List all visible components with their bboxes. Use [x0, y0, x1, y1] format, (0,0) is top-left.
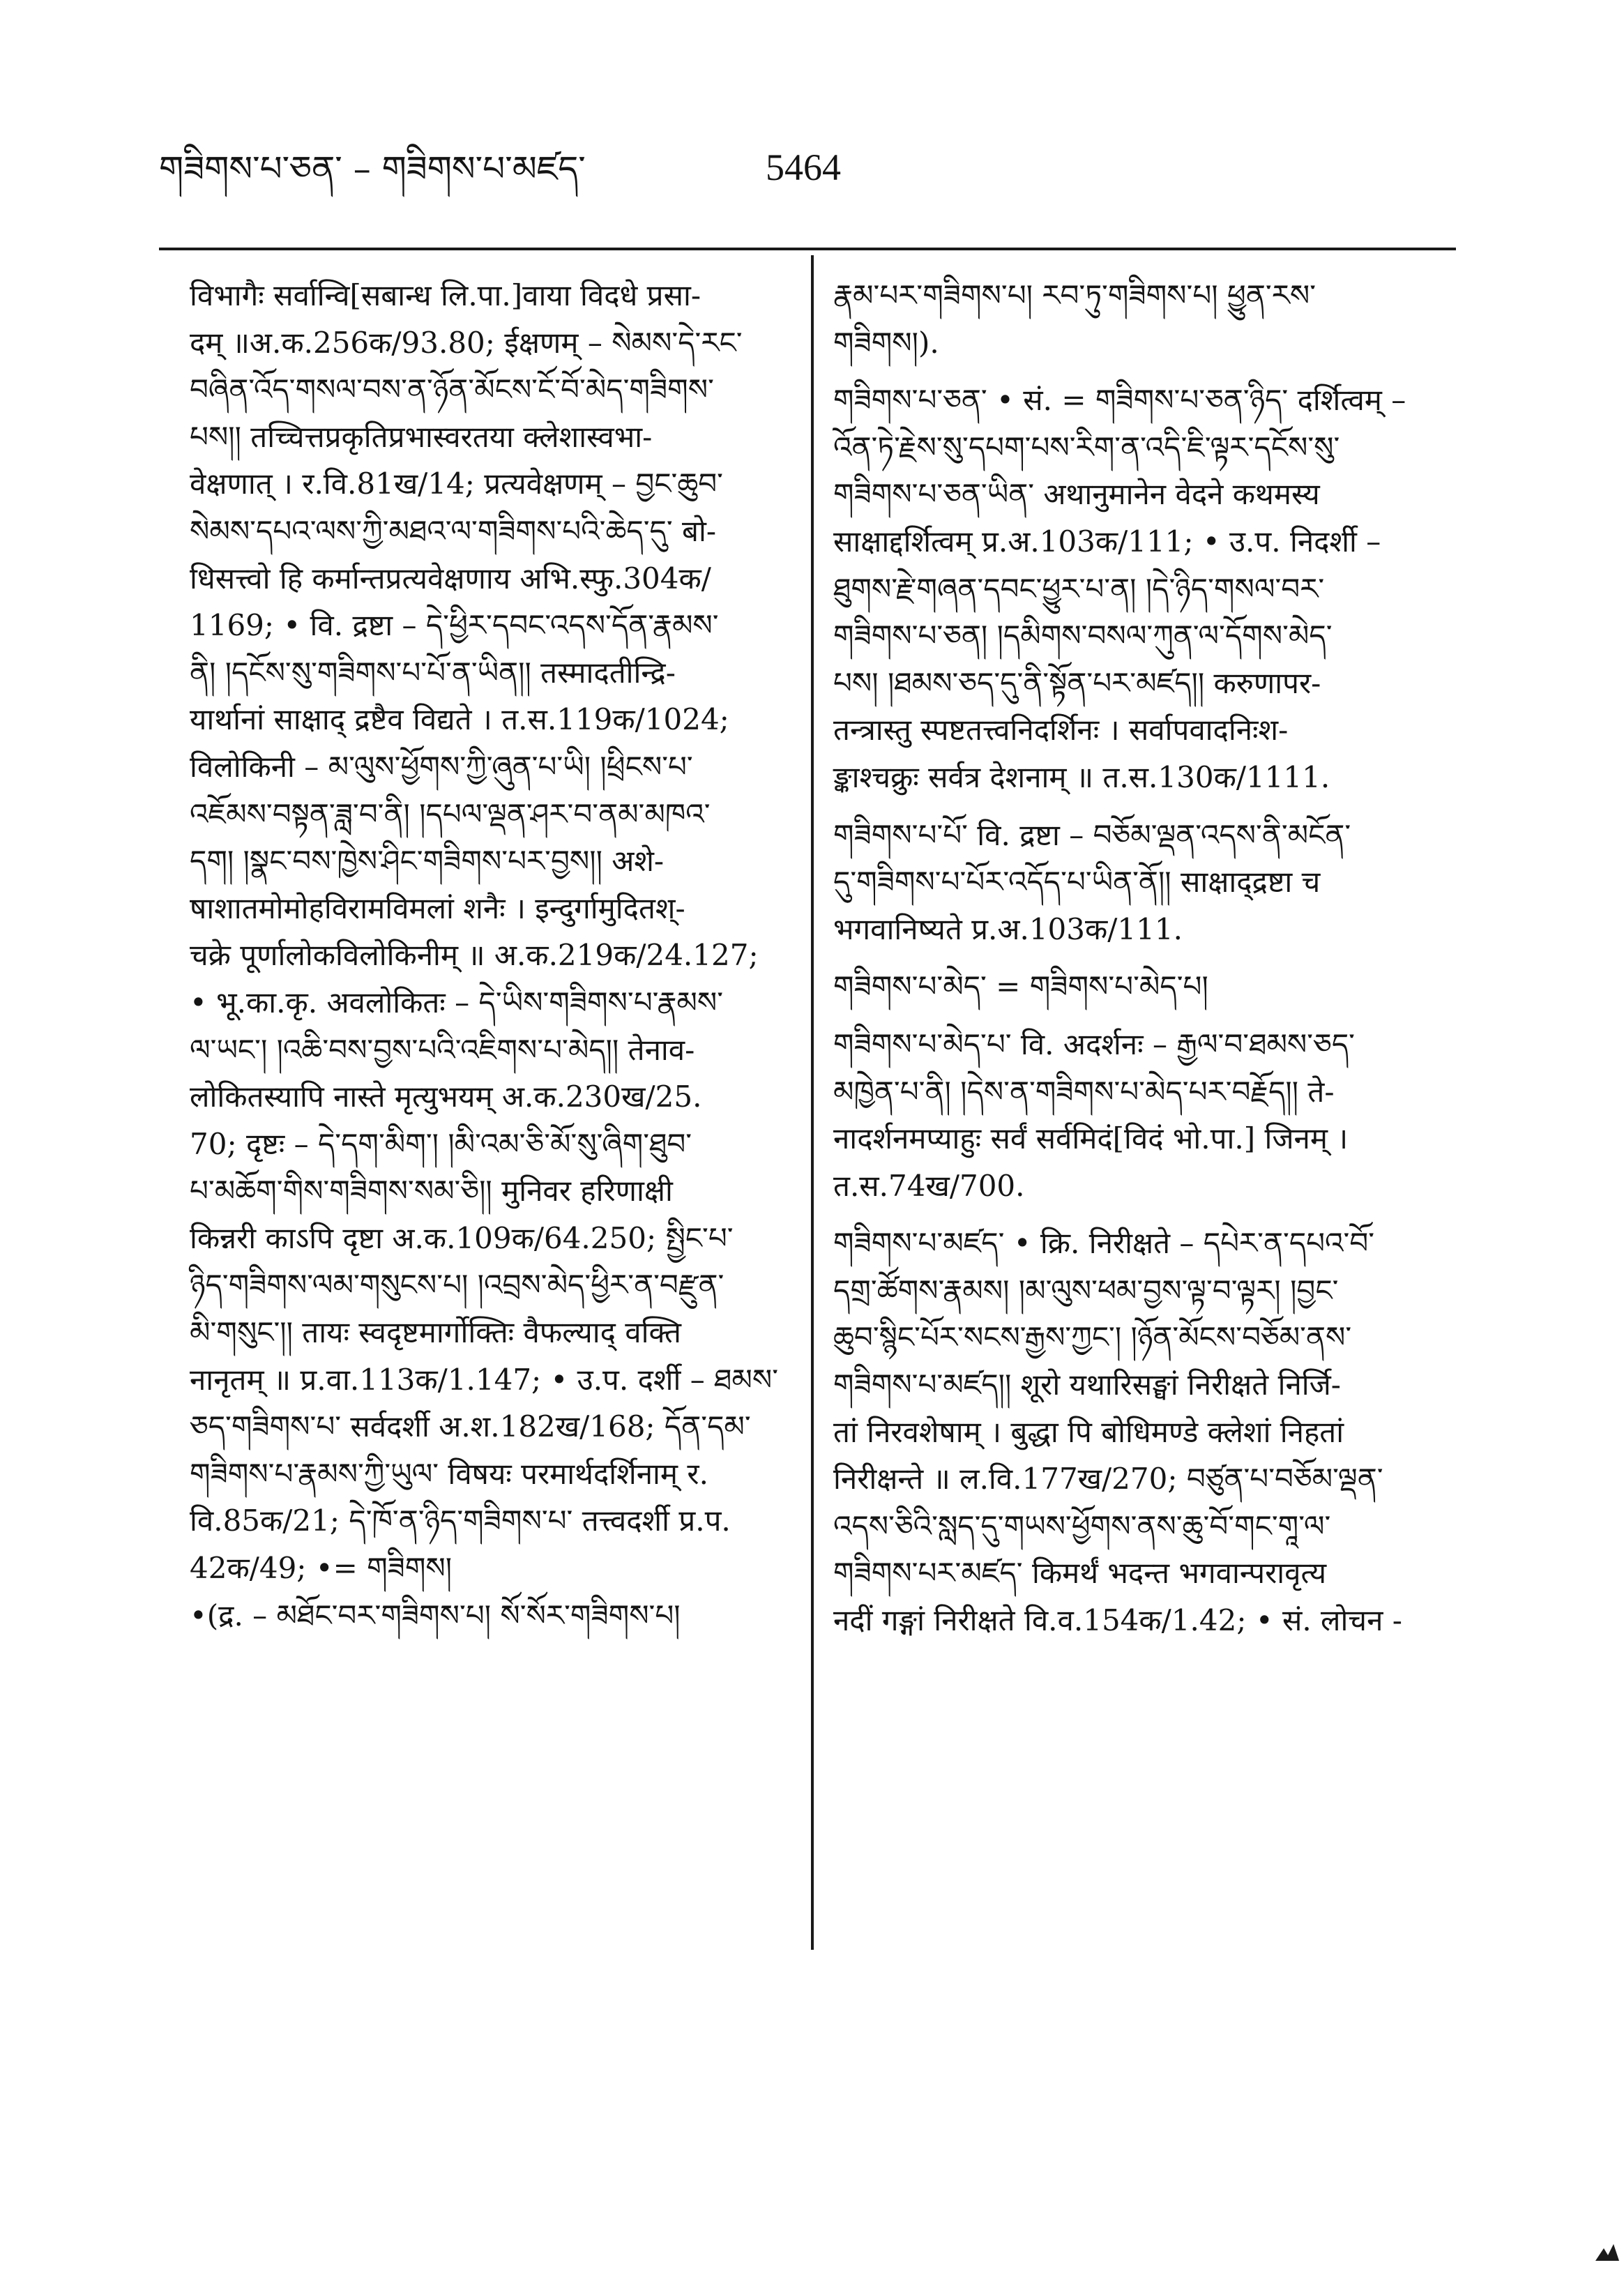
text-line: •(द्र. – མཐོང་བར་གཟིགས་པ། སོ་སོར་གཟིགས་པ།: [190, 1598, 681, 1632]
headword-line: གཟིགས་པ་མེད་ = གཟིགས་པ་མེད་པ།: [833, 969, 1208, 1004]
text-line: चक्रे पूर्णालोकविलोकिनीम् ॥ अ.क.219क/24.127;: [190, 938, 759, 973]
text-line: དགྲ་ཚོགས་རྣམས། །མ་ལུས་ཕམ་བྱས་ལྟ་བ་ལྟར། །བྱང་: [833, 1273, 1339, 1308]
headword-line: གཟིགས་པ་མེད་པ་ वि. अदर्शनः – རྒྱལ་བ་ཐམས་ཅད་: [833, 1026, 1355, 1061]
text-line: साक्षाद्दर्शित्वम् प्र.अ.103क/111; • उ.प. निदर्शी –: [833, 524, 1381, 559]
running-head: གཟིགས་པ་ཅན་ – གཟིགས་པ་མཛད་: [159, 149, 586, 189]
text-line: གཟིགས་པ་ཅན། །དམིགས་བསལ་ཀུན་ལ་དོགས་མེད་: [833, 619, 1333, 653]
text-line: तन्त्रास्तु स्पष्टतत्त्वनिदर्शिनः । सर्वापवादनिःश-: [833, 713, 1289, 748]
text-line: धिसत्त्वो हि कर्मान्तप्रत्यवेक्षणाय अभि.स्फु.304क/: [190, 561, 711, 596]
text-line: लोकितस्यापि नास्ते मृत्युभयम् अ.क.230ख/25.: [190, 1079, 702, 1114]
text-line: འཇོམས་བསྟན་ཟླ་བ་ནི། །དཔལ་ལྡན་ཤར་བ་ནམ་མཁའ་: [190, 796, 711, 831]
text-line: वेक्षणात् । र.वि.81ख/14; प्रत्यवेक्षणम् – བྱང་ཆུབ་: [190, 467, 723, 501]
text-line: ཅད་གཟིགས་པ་ सर्वदर्शी अ.श.182ख/168; དོན་དམ་: [190, 1409, 751, 1444]
text-line: षाशातमोमोहविरामविमलां शनैः । इन्दुर्गामुदितश्-: [190, 891, 685, 925]
text-line: དག། །སྣང་བས་ཁྱེས་ཤིང་གཟིགས་པར་བྱས།། अशे-: [190, 844, 665, 879]
text-line: वि.85क/21; དེ་ཁོ་ན་ཉིད་གཟིགས་པ་ तत्त्वदर्शी प्र.प.: [190, 1503, 731, 1538]
text-line: निरीक्षन्ते ॥ ल.वि.177ख/270; བཙུན་པ་བཅོམ་ལྡན་: [833, 1462, 1383, 1497]
text-line: • भू.का.कृ. अवलोकितः – དེ་ཡིས་གཟིགས་པ་རྣམས་: [190, 985, 724, 1020]
text-line: विभागैः सर्वान्वि[सबान्ध लि.पा.]वाया विदधे प्रसा-: [190, 278, 701, 312]
text-line: विलोकिनी – མ་ལུས་ཕྱོགས་ཀྱི་ཞུན་པ་ཡི། །ཕྲིངས་པ་: [190, 749, 693, 784]
text-line: དུ་གཟིགས་པ་པོར་འདོད་པ་ཡིན་ནོ།། साक्षाद्द्रष्टा च: [833, 865, 1321, 900]
text-line: པས།། तच्चित्तप्रकृतिप्रभास्वरतया क्लेशास्वभा-: [190, 419, 653, 454]
text-line: त.स.74ख/700.: [833, 1168, 1025, 1203]
text-line: 70; दृष्टः – དེ་དག་མིག་། །མི་འམ་ཅི་མོ་སུ་ཞིག་ཐུབ་: [190, 1126, 692, 1161]
text-line: བཞིན་འོད་གསལ་བས་ན་ཉོན་མོངས་ངོ་བོ་མེད་གཟིགས་: [190, 372, 714, 407]
entry-gzigs-pa-mdzad: [833, 1220, 1456, 1644]
text-line: दम् ॥अ.क.256क/93.80; ईक्षणम् – སེམས་དེ་རང་: [190, 325, 743, 360]
text-line: नदीं गङ्गां निरीक्षते वि.व.154क/1.42; • सं. लोचन -: [833, 1603, 1402, 1638]
text-line: པ་མཆོག་གིས་གཟིགས་སམ་ཅི།། मुनिवर हरिणाक्षी: [190, 1174, 673, 1209]
scan-corner-mark-icon: [1594, 2240, 1621, 2264]
left-column: [190, 272, 781, 1639]
text-line: མི་གསུང་།། तायः स्वदृष्टमार्गोक्तिः वैफल्याद् वक्ति: [190, 1315, 681, 1350]
text-line: འོན་ཏེ་རྗེས་སུ་དཔག་པས་རིག་ན་འདི་ཇི་ལྟར་དངོས་སུ་: [833, 430, 1340, 464]
text-line: འདས་ཅིའི་སླད་དུ་གཡས་ཕྱོགས་ནས་ཆུ་བོ་གང་གཱ་ལ་: [833, 1508, 1331, 1543]
header-rule: [159, 248, 1456, 250]
text-line: སེམས་དཔའ་ལས་ཀྱི་མཐའ་ལ་གཟིགས་པའི་ཆེད་དུ་ बो-: [190, 513, 717, 548]
text-line: གཟིགས་པ་མཛད།། शूरो यथारिसङ्घां निरीक्षते निर्जि-: [833, 1368, 1342, 1402]
entry-continuation: [833, 272, 1456, 366]
text-line: ཐུགས་རྗེ་གཞན་དབང་ཕྱུར་པ་ན། །དེ་ཉིད་གསལ་བར་: [833, 571, 1325, 606]
text-line: པས། །ཐམས་ཅད་དུ་ནི་སྟོན་པར་མཛད།། करुणापर-: [833, 665, 1321, 700]
entry-gzigs-pa-can: [833, 377, 1456, 801]
text-line: किन्नरी काऽपि दृष्टा अ.क.109क/64.250; སྤྱིང་པ་: [190, 1220, 734, 1255]
text-line: ལ་ཡང་། །འཆི་བས་བྱས་པའི་འཇིགས་པ་མེད།། तेनाव-: [190, 1032, 695, 1067]
page-number: 5464: [766, 146, 841, 188]
text-line: भगवानिष्यते प्र.अ.103क/111.: [833, 911, 1183, 946]
text-line: ཉིད་གཟིགས་ལམ་གསུངས་པ། །འབྲས་མེད་ཕྱིར་ན་བརྫུན་: [190, 1268, 724, 1303]
text-line: གཟིགས།).: [833, 325, 939, 360]
text-line: ङ्काश्चक्रुः सर्वत्र देशनाम् ॥ त.स.130क/1111.: [833, 759, 1330, 794]
headword-line: གཟིགས་པ་ཅན་ • सं. = གཟིགས་པ་ཅན་ཉིད་ दर्शित्वम् –: [833, 383, 1406, 418]
text-line: नानृतम् ॥ प्र.वा.113क/1.147; • उ.प. दर्शी – ཐམས་: [190, 1362, 779, 1397]
text-line: ཆུབ་སྙིང་པོར་སངས་རྒྱས་ཀྱང་། །ཉོན་མོངས་བཅོམ་ནས་: [833, 1320, 1352, 1355]
text-line: 42क/49; •= གཟིགས།: [190, 1551, 453, 1586]
right-column: [833, 272, 1456, 1644]
headword-line: གཟིགས་པ་པོ་ वि. द्रष्टा – བཅོམ་ལྡན་འདས་ནི་མངོན་: [833, 817, 1351, 852]
entry-gzigs-pa-po: [833, 812, 1456, 953]
text-line: नादर्शनमप्याहुः सर्वं सर्वमिदं[विदं भो.पा.] जिनम् ।: [833, 1121, 1349, 1156]
headword-line: གཟིགས་པ་མཛད་ • क्रि. निरीक्षते – དཔེར་ན་དཔའ་བོ་: [833, 1226, 1375, 1261]
text-line: यार्थानां साक्षाद् द्रष्टैव विद्यते । त.स.119क/1024;: [190, 702, 729, 737]
text-line: མཁྱེན་པ་ནི། །དེས་ན་གཟིགས་པ་མེད་པར་བརྗོད།། ते-: [833, 1074, 1335, 1109]
entry-gzigs-pa-med-pa: [833, 1021, 1456, 1209]
text-line: 1169; • वि. द्रष्टा – དེ་ཕྱིར་དབང་འདས་དོན་རྣམས་: [190, 608, 719, 643]
text-line: གཟིགས་པ་ཅན་ཡིན་ अथानुमानेन वेदने कथमस्य: [833, 477, 1320, 512]
text-line: ནི། །དངོས་སུ་གཟིགས་པ་པོ་ན་ཡིན།། तस्मादतीन्द्रि-: [190, 655, 676, 690]
column-divider: [811, 255, 814, 1950]
text-line: གཟིགས་པ་རྣམས་ཀྱི་ཡུལ་ विषयः परमार्थदर्शिनाम् र.: [190, 1456, 708, 1491]
text-line: རྣམ་པར་གཟིགས་པ། རབ་ཏུ་གཟིགས་པ། ཕྱུན་རས་: [833, 278, 1316, 312]
entry-gzigs-pa-med: [833, 963, 1456, 1010]
text-line: तां निरवशेषाम् । बुद्धा पि बोधिमण्डे क्लेशां निहतां: [833, 1414, 1344, 1449]
text-line: གཟིགས་པར་མཛད་ किमर्थं भदन्त भगवान्परावृत्य: [833, 1556, 1327, 1591]
